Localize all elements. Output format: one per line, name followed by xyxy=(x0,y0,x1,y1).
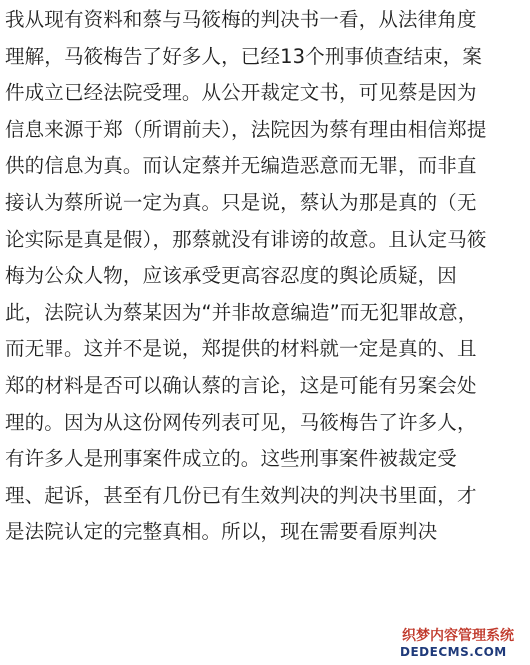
text-line: 件成立已经法院受理。从公开裁定文书，可见蔡是因为 xyxy=(5,81,477,105)
watermark-url: DEDECMS.COM xyxy=(400,645,507,659)
text-line: 是法院认定的完整真相。所以，现在需要看原判决 xyxy=(5,520,438,544)
text-line: 理解，马筱梅告了好多人，已经13个刑事侦查结束，案 xyxy=(5,44,483,68)
text-line: 我从现有资料和蔡与马筱梅的判决书一看，从法律角度 xyxy=(5,8,477,31)
text-line: 有许多人是刑事案件成立的。这些刑事案件被裁定受 xyxy=(5,447,457,471)
text-line: 接认为蔡所说一定为真。只是说，蔡认为那是真的（无 xyxy=(5,190,477,214)
text-line: 此，法院认为蔡某因为“并非故意编造”而无犯罪故意， xyxy=(5,300,478,324)
text-line: 郑的材料是否可以确认蔡的言论，这是可能有另案会处 xyxy=(5,373,477,397)
text-line: 供的信息为真。而认定蔡并无编造恶意而无罪，而非直 xyxy=(5,154,477,178)
text-line: 而无罪。这并不是说，郑提供的材料就一定是真的、且 xyxy=(5,337,477,361)
watermark-title: 织梦内容管理系统 xyxy=(402,628,514,644)
site-watermark xyxy=(380,621,530,665)
text-line: 理、起诉，甚至有几份已有生效判决的判决书里面，才 xyxy=(5,483,477,507)
text-line: 梅为公众人物，应该承受更高容忍度的舆论质疑，因 xyxy=(5,264,457,288)
text-line: 信息来源于郑（所谓前夫），法院因为蔡有理由相信郑提 xyxy=(5,117,487,141)
article-text xyxy=(5,2,527,551)
text-line: 理的。因为从这份网传列表可见，马筱梅告了许多人， xyxy=(5,410,477,434)
text-line: 论实际是真是假），那蔡就没有诽谤的故意。且认定马筱 xyxy=(5,227,487,251)
